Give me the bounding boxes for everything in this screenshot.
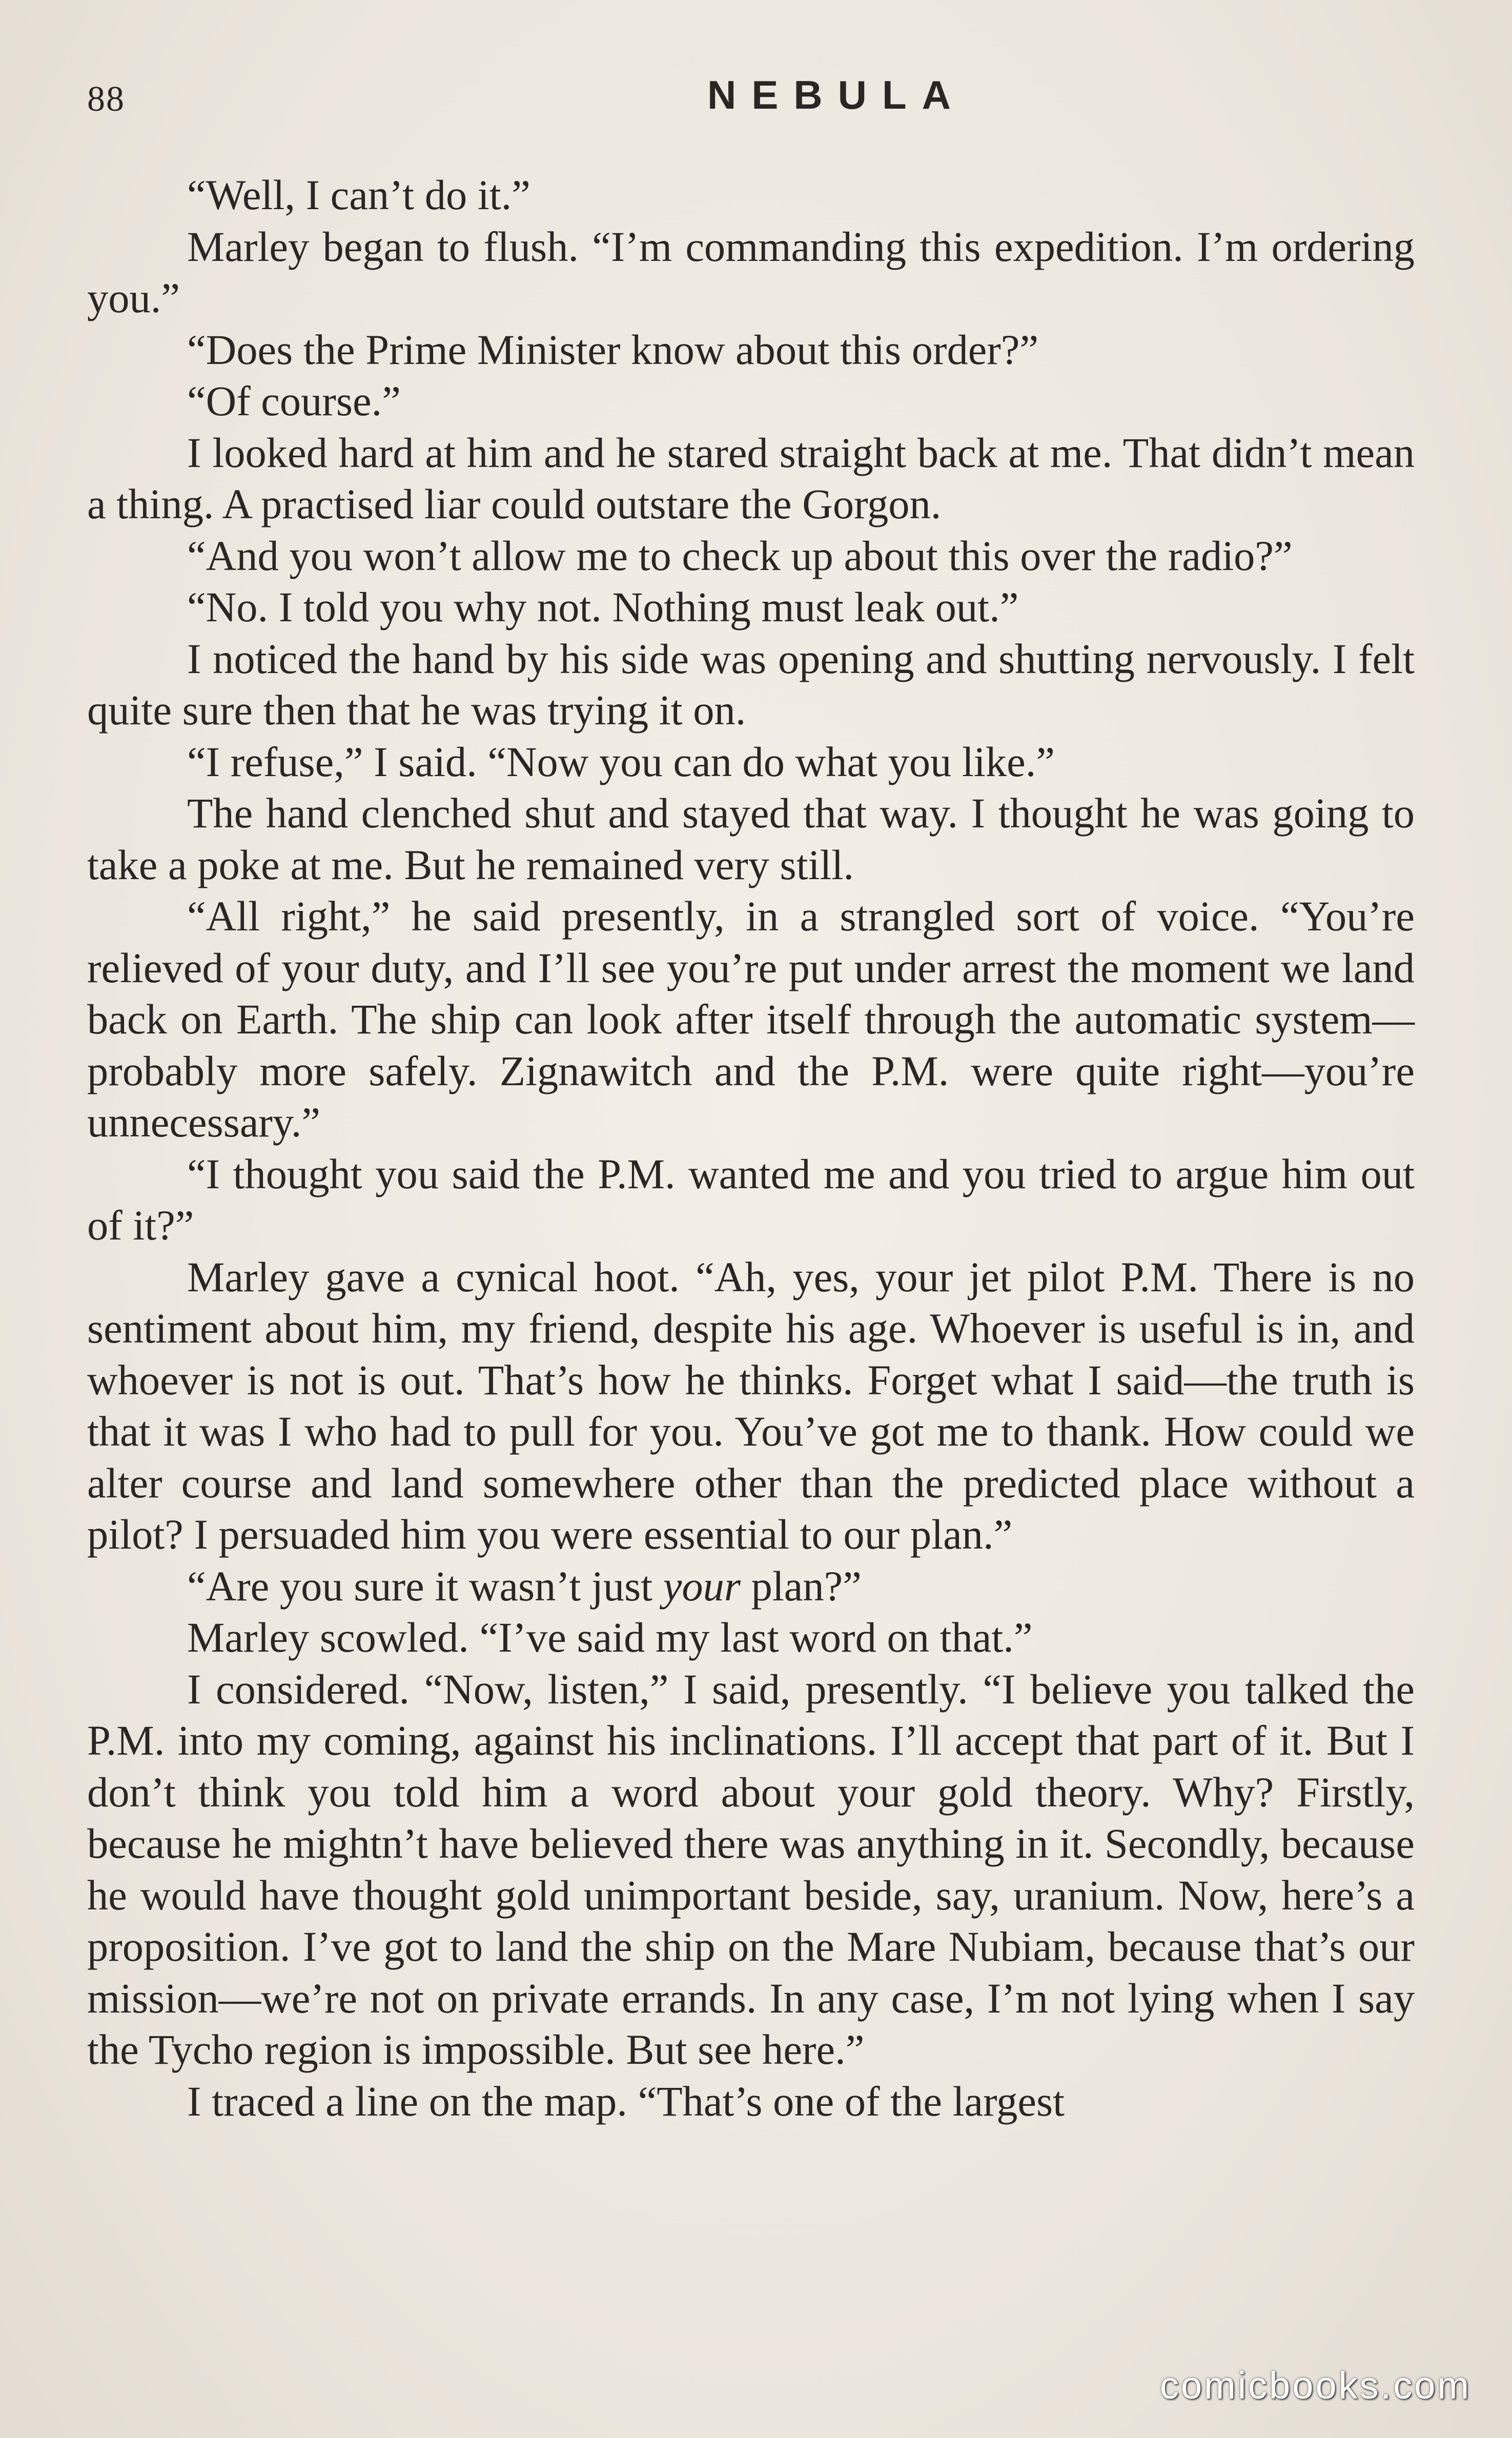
paragraph: I considered. “Now, listen,” I said, presently. “I believe you talked the P.M. into my coming, against his inclinations. I’ll accept that part of it. But I don’t think you told him a word about your gold theory. Why? Firstly, because he mightn’t have believed there was anything in it. Secondly, because he would have thought gold unimportant beside, say, uranium. Now, here’s a proposition. I’ve got to land the ship on the Mare Nubiam, because that’s our mission—we’re not on private errands. In any case, I’m not lying when I say the Tycho region is impossible. But see here.” [87, 1665, 1415, 2073]
watermark: comicbooks.com [1159, 2364, 1471, 2407]
paragraph: “Does the Prime Minister know about this order?” [187, 326, 1039, 373]
paragraph: “No. I told you why not. Nothing must leak out.” [187, 583, 1019, 631]
paragraph: “Well, I can’t do it.” [187, 171, 530, 218]
body-text [87, 169, 1415, 2127]
paragraph: “I thought you said the P.M. wanted me and you tried to argue him out of it?” [87, 1150, 1415, 1249]
page-header [87, 72, 1415, 128]
paragraph: I noticed the hand by his side was opening and shutting nervously. I felt quite sure then that he was trying it on. [87, 635, 1415, 734]
paragraph: “All right,” he said presently, in a strangled sort of voice. “You’re relieved of your duty, and I’ll see you’re put under arrest the moment we land back on Earth. The ship can look after itself through the automatic system—probably more safely. Zignawitch and the P.M. were quite right—you’re unnecessary.” [87, 892, 1415, 1146]
paragraph [87, 1560, 1415, 1612]
text-run: “Are you sure it wasn’t just [187, 1562, 663, 1610]
paragraph: The hand clenched shut and stayed that way. I thought he was going to take a poke at me. But he remained very still. [87, 789, 1415, 888]
paragraph: “And you won’t allow me to check up about this over the radio?” [187, 532, 1293, 579]
paragraph: “Of course.” [187, 377, 401, 424]
paragraph: “I refuse,” I said. “Now you can do what you like.” [187, 738, 1055, 785]
paragraph: Marley began to flush. “I’m commanding this expedition. I’m ordering you.” [87, 222, 1415, 321]
paragraph: I looked hard at him and he stared straight back at me. That didn’t mean a thing. A practised liar could outstare the Gorgon. [87, 429, 1415, 527]
italic-word: your [663, 1562, 741, 1610]
page-number: 88 [87, 79, 125, 119]
paragraph: Marley gave a cynical hoot. “Ah, yes, your jet pilot P.M. There is no sentiment about him, my friend, despite his age. Whoever is useful is in, and whoever is not is out. That’s how he thinks. Forget what I said—the truth is that it was I who had to pull for you. You’ve got me to thank. How could we alter course and land somewhere other than the predicted place without a pilot? I persuaded him you were essential to our plan.” [87, 1253, 1415, 1558]
paragraph: I traced a line on the map. “That’s one of the largest [187, 2077, 1065, 2125]
paragraph: Marley scowled. “I’ve said my last word on that.” [187, 1614, 1033, 1661]
running-title: NEBULA [707, 72, 966, 117]
text-run: plan?” [740, 1562, 862, 1610]
